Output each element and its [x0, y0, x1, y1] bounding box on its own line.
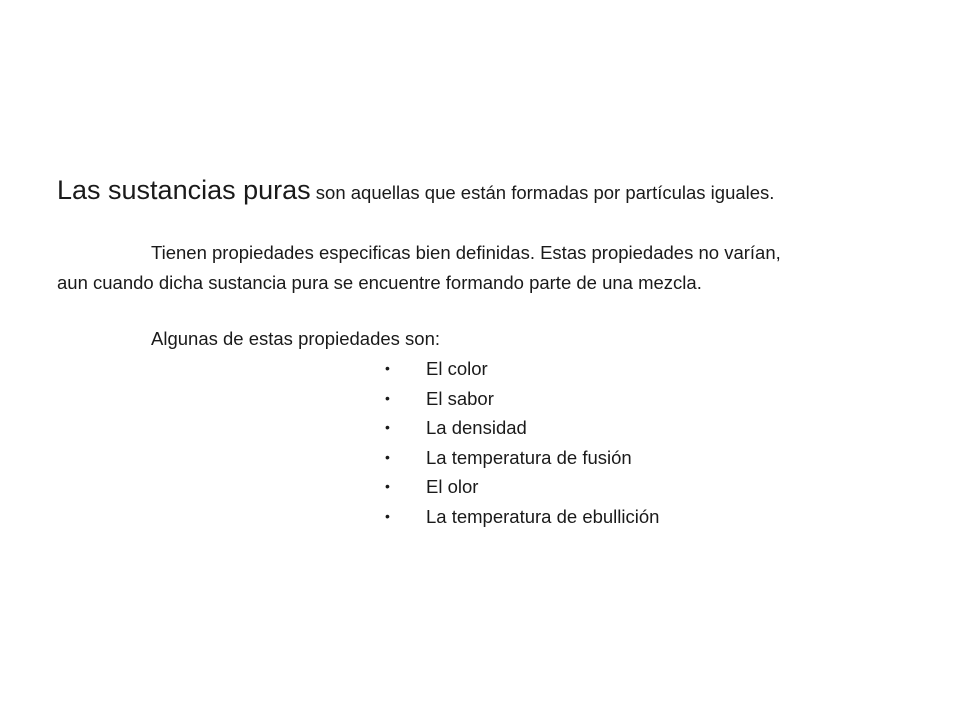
paragraph-properties — [57, 238, 937, 298]
paragraph-line-2: aun cuando dicha sustancia pura se encuentre formando parte de una mezcla. — [57, 272, 702, 293]
list-item-label: El olor — [426, 476, 479, 497]
bullet-icon: • — [385, 360, 390, 376]
properties-intro: Algunas de estas propiedades son: — [151, 328, 441, 349]
list-item-label: El sabor — [426, 387, 494, 409]
bullet-icon: • — [385, 478, 390, 494]
bullet-icon: • — [385, 448, 390, 465]
bullet-icon: • — [385, 507, 390, 524]
list-item-label: La temperatura de ebullición — [426, 505, 660, 527]
title-line — [57, 172, 774, 213]
list-item-label: La temperatura de fusión — [426, 446, 632, 468]
title-main: Las sustancias puras — [57, 175, 311, 205]
list-item — [385, 502, 659, 532]
title-rest: son aquellas que están formadas por partículas iguales. — [310, 182, 775, 203]
paragraph-intro — [57, 324, 937, 354]
list-item — [385, 413, 659, 443]
bullet-icon: • — [385, 419, 390, 435]
list-item — [385, 384, 659, 414]
list-item — [385, 354, 659, 384]
paragraph-line-1: Tienen propiedades especificas bien definidas. Estas propiedades no varían, — [151, 242, 781, 263]
list-item-label: La densidad — [426, 417, 527, 438]
bullet-icon: • — [385, 389, 390, 406]
list-item-label: El color — [426, 358, 488, 379]
list-item — [385, 472, 659, 502]
properties-list — [385, 354, 659, 531]
list-item — [385, 443, 659, 473]
